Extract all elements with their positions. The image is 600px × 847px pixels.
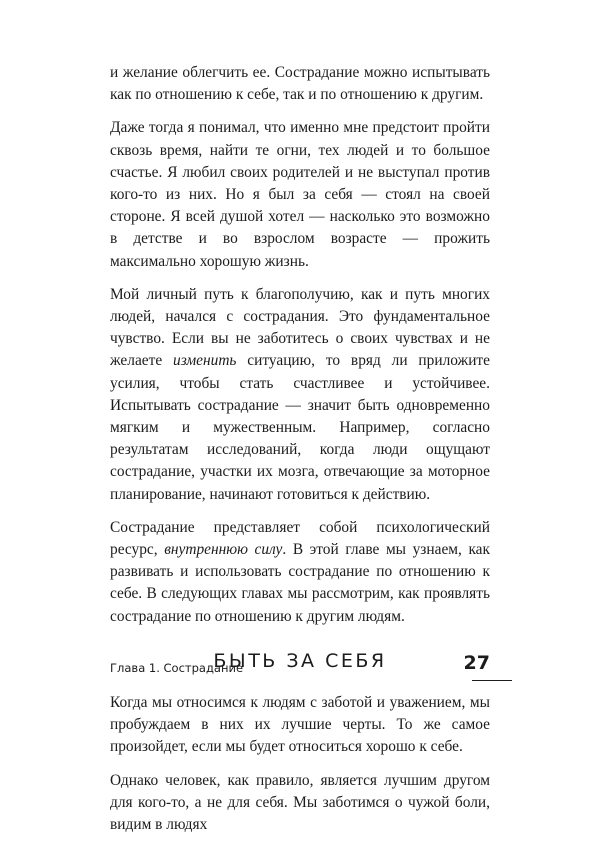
page-number: 27	[463, 652, 490, 674]
paragraph-6: Однако человек, как правило, является лучшим другом для кого-то, а не для себя. Мы заботимся о чужой боли, видим в людях	[110, 771, 490, 834]
paragraph-1: и желание облегчить ее. Сострадание можно испытывать как по отношению к себе, так и по отношению к другим.	[110, 64, 490, 104]
paragraph-4-emphasis: внутреннюю силу	[164, 541, 283, 559]
footer-chapter-title: Глава 1. Сострадание	[110, 661, 244, 675]
footer-rule	[472, 680, 512, 681]
paragraph-3-emphasis: изменить	[173, 352, 237, 370]
paragraph-4-text-b: . В этой главе мы узнаем, как развивать и использовать сострадание по отношению к себе. В следующих главах мы рассмотрим, как проявлять сострадание по отношению к другим людям.	[110, 541, 490, 625]
paragraph-2: Даже тогда я понимал, что именно мне предстоит пройти сквозь время, найти те огни, тех людей и то большое счастье. Я любил своих родителей и не выступал против кого-то из них. Но я был за себя — стоял на своей стороне. Я всей душой хотел — насколько это возможно в детстве и во взрослом возрасте — прожить максимально хорошую жизнь.	[110, 119, 490, 270]
paragraph-4	[110, 517, 490, 628]
paragraph-3	[110, 284, 490, 506]
paragraph-3-text-b: ситуацию, то вряд ли приложите усилия, чтобы стать счастливее и устойчивее. Испытывать сострадание — значит быть одновременно мягким и мужественным. Например, согласно результатам исследований, когда люди ощущают сострадание, участки их мозга, отвечающие за моторное планирование, начинают готовиться к действию.	[110, 352, 490, 503]
body-text	[110, 62, 490, 847]
paragraph-4-text-a: Сострадание представляет собой психологический ресурс,	[110, 518, 490, 559]
section-heading: БЫТЬ ЗА СЕБЯ	[213, 649, 387, 672]
paragraph-5: Когда мы относимся к людям с заботой и уважением, мы пробуждаем в них их лучшие черты. То же самое произойдет, если мы будет относиться хорошо к себе.	[110, 694, 490, 756]
paragraph-3-text-a: Мой личный путь к благополучию, как и путь многих людей, начался с сострадания. Это фундаментальное чувство. Если вы не заботитесь о своих чувствах и не желаете	[110, 285, 490, 370]
